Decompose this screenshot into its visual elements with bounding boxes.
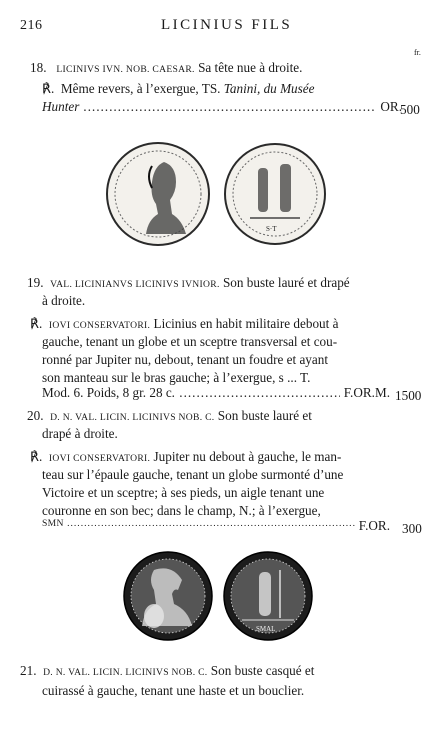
entry-number: 21. [20,663,37,678]
coin-obverse-laureate [107,143,209,245]
entry-19-price-row [42,385,390,401]
reverse-legend: IOVI CONSERVATORI. [48,453,151,464]
entry-number: 20. [27,408,44,423]
entry-number: 18. [30,60,47,75]
page-number: 216 [20,18,43,33]
entry-18-price-row [42,99,402,115]
entry-obverse: Sa tête nue à droite. [198,60,303,75]
price: 1500 [395,388,422,403]
reverse-line: gauche, tenant un globe et un sceptre transversal et cou- [42,334,338,349]
metal: OR. [380,99,402,114]
metal: F.OR. [358,518,390,533]
page-title: LICINIUS FILS [161,17,293,33]
coin-exergue: SMAL [256,625,276,633]
reverse-line: Victoire et un sceptre; à ses pieds, un aigle tenant une [42,485,325,500]
reverse-source: Tanini, du Musée [223,81,315,96]
coin-exergue: S·T [266,225,277,233]
reverse-line: son manteau sur le bras gauche; à l’exergue, s ... T. [42,370,311,385]
coin-reverse-jupiter [225,144,325,244]
coin-reverse-jupiter-eagle [224,552,312,640]
reverse-line: Mod. 6. Poids, 8 gr. 28 c. ..... [42,385,340,401]
entry-number: 19. [27,275,44,290]
price: 300 [402,521,422,536]
entry-obverse-cont: cuirassé à gauche, tenant une haste et un bouclier. [42,683,305,698]
reverse-mark: ℟. [30,316,43,331]
entry-legend: D. N. VAL. LICIN. LICINIVS NOB. C. [43,667,208,678]
entry-20-price-row [42,518,390,534]
entry-obverse: Son buste lauré et [217,408,312,423]
reverse-line: couronne en son bec; dans le champ, N.; à l’exergue, [42,503,321,518]
entry-obverse: Son buste lauré et drapé [222,275,350,290]
metal: F.OR.M. [343,385,390,400]
coin-pair-bottom [118,546,318,646]
entry-18-reverse [42,78,315,99]
coin-pair-top [100,138,335,250]
entry-18 [30,57,302,80]
entry-obverse-cont: drapé à droite. [42,426,118,441]
reverse-text: Jupiter nu debout à gauche, le man- [153,449,342,464]
entry-legend: D. N. VAL. LICIN. LICINIVS NOB. C. [50,412,215,423]
column-label: fr. [414,48,421,57]
reverse-legend: IOVI CONSERVATORI. [48,320,151,331]
reverse-source-cont: Hunter ..... [42,99,376,115]
reverse-mark: ℟. [42,81,55,96]
reverse-text: Licinius en habit militaire debout à [153,316,339,331]
reverse-line: teau sur l’épaule gauche, tenant un globe surmonté d’une [42,467,344,482]
reverse-line: SMN ..... [42,518,355,534]
coin-obverse-helmeted [124,552,212,640]
entry-legend: VAL. LICINIANVS LICINIVS IVNIOR. [50,279,220,290]
reverse-line: ronné par Jupiter nu, debout, tenant un foudre et ayant [42,352,329,367]
reverse-mark: ℟. [30,449,43,464]
entry-obverse: Son buste casqué et [210,663,315,678]
price: 500 [400,102,420,117]
entry-obverse-cont: à droite. [42,293,86,308]
entry-legend: LICINIVS IVN. NOB. CAESAR. [56,64,195,75]
reverse-text: Même revers, à l’exergue, TS. [60,81,221,96]
